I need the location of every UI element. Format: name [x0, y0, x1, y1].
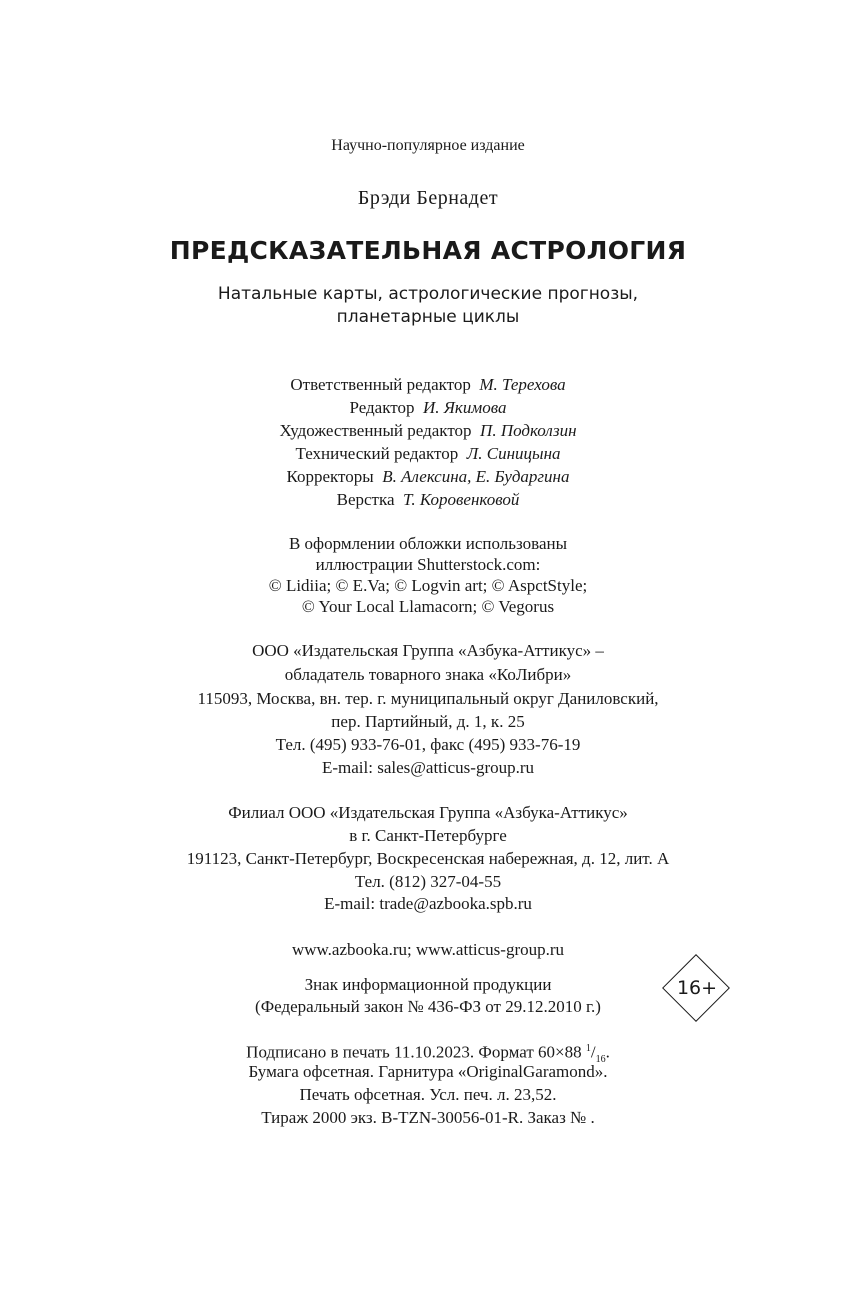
imprint-format: Подписано в печать 11.10.2023. Формат 60×88	[246, 1042, 582, 1062]
age-rating-label: 16+	[676, 977, 718, 999]
publisher-email: E-mail: sales@atticus-group.ru	[321, 758, 535, 777]
author-name: Брэди Бернадет	[357, 187, 499, 209]
credit-line	[0, 397, 856, 419]
info-mark-law: (Федеральный закон № 436-ФЗ от 29.12.2010 г.)	[255, 997, 601, 1016]
subtitle-line-1: Натальные карты, астрологические прогнозы,	[217, 284, 639, 304]
websites: www.azbooka.ru; www.atticus-group.ru	[291, 940, 565, 959]
credit-person: И. Якимова	[422, 398, 507, 417]
publisher-phone: Тел. (495) 933-76-01, факс (495) 933-76-19	[275, 735, 581, 754]
book-title: ПРЕДСКАЗАТЕЛЬНАЯ АСТРОЛОГИЯ	[169, 236, 687, 265]
credit-role: Технический редактор	[295, 444, 459, 463]
credit-line	[0, 420, 856, 442]
credit-role: Редактор	[349, 398, 415, 417]
cover-credit-line: © Lidiia; © E.Va; © Logvin art; © AspctStyle;	[268, 576, 588, 595]
cover-credit-line: В оформлении обложки использованы	[288, 534, 568, 553]
fraction-numerator: 1	[585, 1043, 591, 1054]
imprint-line-1: Подписано в печать 11.10.2023. Формат 60×88 $^1/_{16}$.	[246, 1042, 610, 1066]
credit-person: Т. Коровенковой	[403, 490, 520, 509]
imprint-line-4: Тираж 2000 экз. B-TZN-30056-01-R. Заказ № .	[261, 1108, 595, 1127]
publisher-line: 115093, Москва, вн. тер. г. муниципальный округ Даниловский,	[197, 689, 659, 708]
credit-role: Верстка	[336, 490, 395, 509]
cover-credit-line: иллюстрации Shutterstock.com:	[315, 555, 541, 574]
credit-person: М. Терехова	[479, 375, 566, 394]
credit-line	[0, 466, 856, 488]
credit-line	[0, 443, 856, 465]
branch-email: E-mail: trade@azbooka.spb.ru	[324, 894, 532, 913]
imprint-format-end: .	[605, 1042, 610, 1062]
imprint-line-3: Печать офсетная. Усл. печ. л. 23,52.	[299, 1085, 557, 1104]
publisher-line: пер. Партийный, д. 1, к. 25	[331, 712, 525, 731]
info-mark-line: Знак информационной продукции	[304, 975, 552, 994]
branch-line: в г. Санкт-Петербурге	[349, 826, 507, 845]
credit-role: Ответственный редактор	[290, 375, 471, 394]
credit-person: В. Алексина, Е. Бударгина	[382, 467, 570, 486]
fraction-denominator: 16	[595, 1054, 606, 1066]
credit-person: Л. Синицына	[466, 444, 561, 463]
credit-line	[0, 489, 856, 511]
credit-role: Художественный редактор	[279, 421, 472, 440]
cover-credit-line: © Your Local Llamacorn; © Vegorus	[301, 597, 555, 616]
series-label: Научно-популярное издание	[331, 137, 525, 154]
branch-phone: Тел. (812) 327-04-55	[354, 872, 502, 891]
imprint-line-2: Бумага офсетная. Гарнитура «OriginalGaramond».	[248, 1062, 608, 1081]
subtitle-line-2: планетарные циклы	[336, 307, 520, 327]
branch-line: Филиал ООО «Издательская Группа «Азбука-Аттикус»	[228, 803, 628, 822]
credit-person: П. Подколзин	[480, 421, 577, 440]
credit-role: Корректоры	[286, 467, 374, 486]
credit-line	[0, 374, 856, 396]
publisher-line: ООО «Издательская Группа «Азбука-Аттикус» –	[252, 641, 604, 660]
branch-line: 191123, Санкт-Петербург, Воскресенская набережная, д. 12, лит. А	[186, 849, 670, 868]
publisher-line: обладатель товарного знака «КоЛибри»	[284, 665, 572, 684]
